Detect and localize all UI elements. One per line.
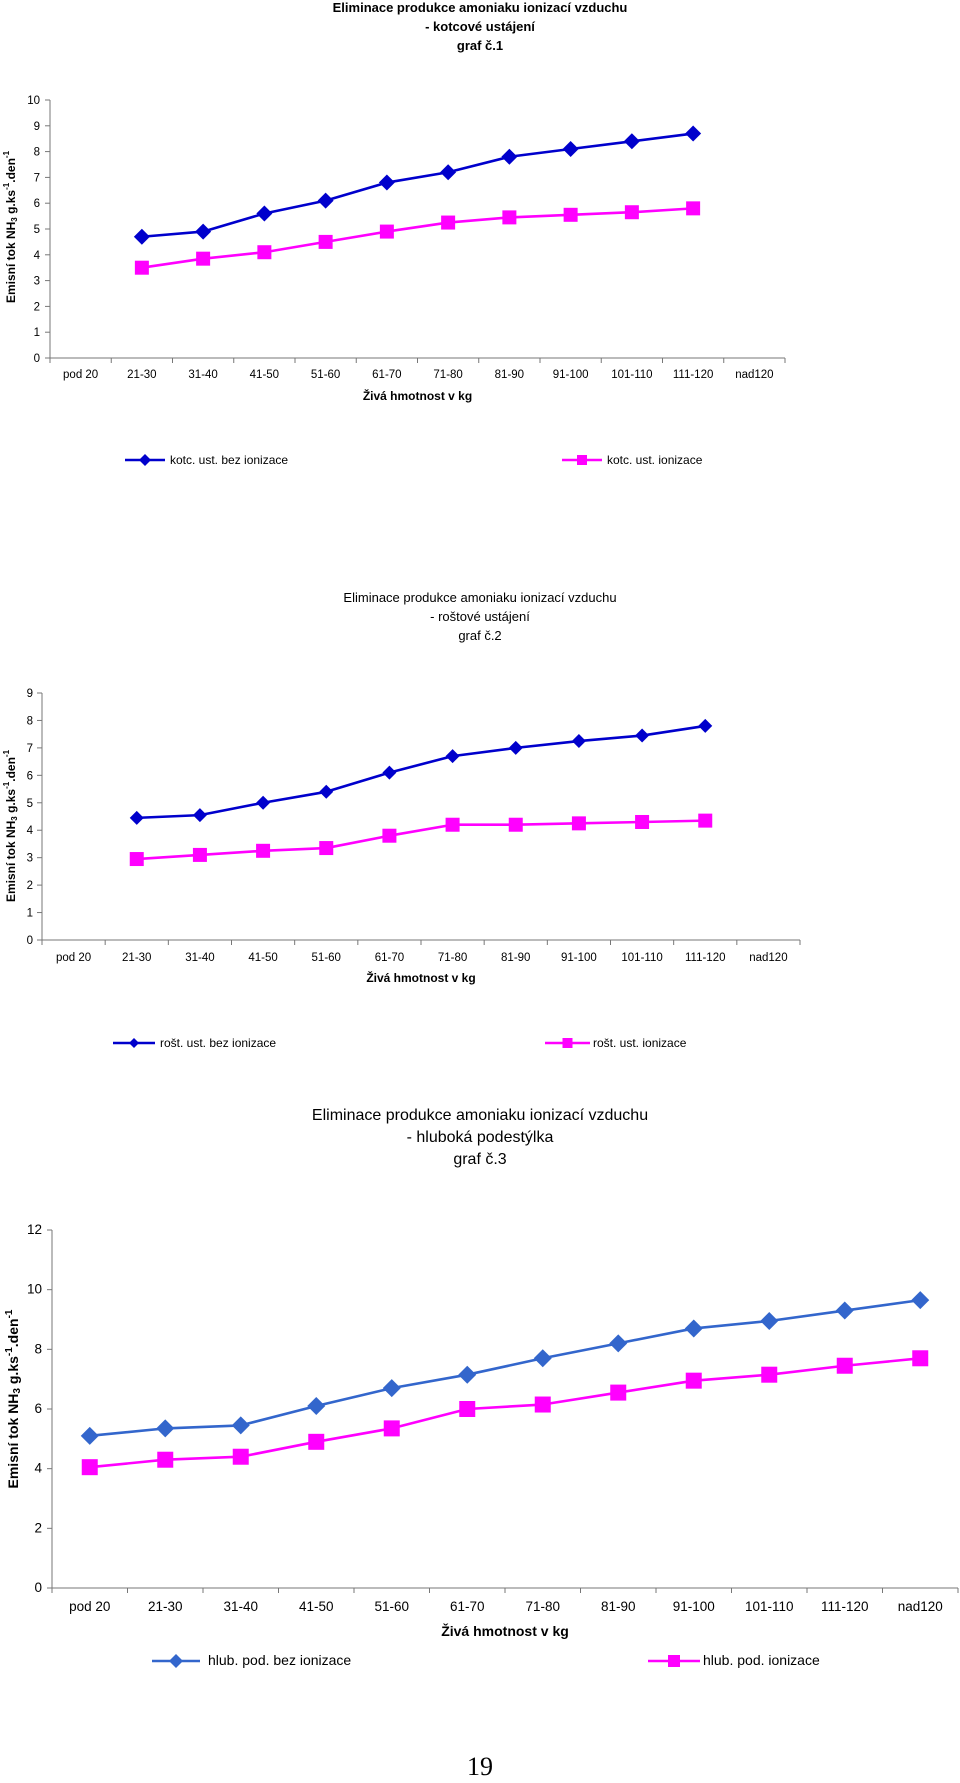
- chart-3-x-tick-label: 31-40: [223, 1599, 259, 1614]
- chart-2-x-tick-label: 101-110: [621, 952, 663, 964]
- y-title-part: .den: [4, 158, 19, 183]
- chart-1-legend-label: kotc. ust. ionizace: [607, 453, 703, 467]
- chart-3-x-tick-label: 41-50: [298, 1599, 334, 1614]
- chart-2-y-tick-label: 7: [26, 742, 33, 755]
- chart-3-y-tick-label: 12: [26, 1222, 42, 1237]
- chart-2-x-tick-label: 91-100: [561, 952, 597, 964]
- chart-3-series-1-point: [156, 1419, 174, 1437]
- chart-2-series-2-point: [256, 844, 270, 858]
- chart-1-legend-marker: [139, 454, 151, 466]
- chart-3-series-1: [81, 1291, 930, 1445]
- chart-1-series-1-point: [685, 126, 701, 142]
- chart-3-y-tick-label: 0: [34, 1580, 42, 1595]
- chart-3-series-1-point: [836, 1302, 854, 1320]
- chart-1-series-1-line: [142, 134, 693, 237]
- y-title-superscript: -1: [2, 150, 12, 159]
- y-title-subscript: 3: [11, 1388, 23, 1394]
- chart-2-series-1-point: [698, 719, 712, 733]
- chart-1-y-tick-label: 3: [33, 275, 40, 288]
- chart-3-series-2-point: [233, 1449, 249, 1465]
- chart-1-y-tick-label: 1: [33, 327, 40, 340]
- chart-1-x-tick-label: pod 20: [63, 369, 99, 381]
- chart-2-legend-marker: [563, 1038, 573, 1048]
- chart-1-x-tick-label: nad120: [735, 369, 774, 381]
- chart-1-x-tick-label: 71-80: [433, 369, 463, 381]
- chart-1-x-tick-label: 21-30: [127, 369, 157, 381]
- chart-3-title-line: graf č.3: [453, 1151, 507, 1168]
- chart-2-y-tick-label: 3: [26, 852, 33, 865]
- chart-1-series-2: [135, 201, 700, 274]
- chart-1-series-1-point: [195, 224, 211, 240]
- chart-1-series-2-line: [142, 208, 693, 267]
- chart-3-series-2: [82, 1350, 929, 1475]
- chart-1-x-axis-title: Živá hmotnost v kg: [362, 389, 473, 403]
- y-title-part: g.ks: [4, 788, 19, 817]
- chart-2-title-line: Eliminace produkce amoniaku ionizací vzduchu: [343, 590, 617, 605]
- chart-3-y-tick-label: 2: [34, 1520, 42, 1536]
- chart-2-x-tick-label: 51-60: [311, 952, 341, 964]
- page-number: 19: [467, 1752, 493, 1781]
- chart-3-title-line: - hluboká podestýlka: [406, 1129, 554, 1146]
- chart-3-title-line: Eliminace produkce amoniaku ionizací vzduchu: [311, 1107, 649, 1124]
- chart-1-x-tick-label: 111-120: [672, 369, 714, 381]
- chart-1-x-tick-label: 51-60: [310, 369, 341, 381]
- chart-2-series-2-point: [635, 815, 649, 829]
- chart-1-series-1-point: [440, 164, 456, 180]
- chart-3-x-tick-label: 111-120: [820, 1599, 869, 1614]
- y-title-subscript: 3: [10, 217, 20, 222]
- chart-1-legend-item-2: [562, 453, 703, 467]
- chart-3-series-2-point: [837, 1358, 853, 1374]
- y-title-part: .den: [4, 757, 19, 782]
- chart-2-series-1-point: [193, 808, 207, 822]
- chart-3-series-1-point: [685, 1319, 703, 1337]
- chart-2-series-1-point: [319, 785, 333, 799]
- chart-2-title-line: graf č.2: [458, 628, 502, 643]
- chart-3-series-1-point: [609, 1334, 627, 1352]
- chart-2-series-1-point: [446, 749, 460, 763]
- chart-3-legend-item-2: [648, 1652, 820, 1668]
- chart-2-y-tick-label: 4: [26, 825, 33, 838]
- chart-2-y-tick-label: 1: [26, 907, 33, 920]
- chart-1-series-2-point: [625, 205, 639, 219]
- chart-3-legend-marker: [169, 1654, 183, 1668]
- chart-1-series-2-point: [564, 208, 578, 222]
- y-title-superscript: -1: [2, 182, 12, 190]
- chart-3-y-tick-label: 8: [34, 1341, 42, 1357]
- chart-3-x-axis-title: Živá hmotnost v kg: [441, 1623, 569, 1639]
- y-title-part: Emisní tok NH: [4, 1393, 21, 1489]
- chart-1-series-1-point: [563, 141, 579, 157]
- chart-3-x-tick-label: 21-30: [147, 1599, 183, 1614]
- chart-1-series-2-point: [502, 210, 516, 224]
- chart-1-y-tick-label: 10: [27, 95, 40, 107]
- chart-1-y-axis-title: [2, 150, 19, 303]
- chart-2-series-1-point: [509, 741, 523, 755]
- chart-3-series-1-point: [534, 1349, 552, 1367]
- chart-2-x-tick-label: nad120: [749, 952, 788, 964]
- chart-3-x-tick-label: 71-80: [525, 1599, 561, 1614]
- chart-2-legend-marker: [129, 1038, 139, 1048]
- chart-3-x-tick-label: nad120: [897, 1599, 943, 1614]
- chart-3-series-1-point: [383, 1379, 401, 1397]
- chart-1-x-tick-label: 91-100: [552, 369, 589, 381]
- y-title-part: g.ks: [4, 189, 19, 218]
- chart-2-series-1-point: [256, 796, 270, 810]
- chart-3-series-2-point: [686, 1373, 702, 1389]
- chart-3-series-2-point: [308, 1434, 324, 1450]
- chart-1-svg: [0, 0, 960, 480]
- chart-3-x-tick-label: 81-90: [600, 1599, 636, 1614]
- chart-1-legend-label: kotc. ust. bez ionizace: [170, 453, 289, 467]
- chart-2-x-tick-label: 21-30: [122, 952, 152, 964]
- chart-2-series-2-point: [130, 852, 144, 866]
- chart-1-y-tick-label: 9: [33, 120, 40, 133]
- chart-1-series-2-point: [441, 216, 455, 230]
- chart-2-series-1-point: [130, 811, 144, 825]
- chart-1-series-2-point: [319, 235, 333, 249]
- chart-3-y-tick-label: 10: [26, 1281, 42, 1297]
- chart-2-x-tick-label: 81-90: [501, 952, 531, 964]
- chart-1-x-tick-label: 31-40: [188, 369, 218, 381]
- chart-3-y-axis-title: [4, 1309, 23, 1488]
- chart-2-x-tick-label: 71-80: [437, 952, 468, 964]
- chart-2-svg: [0, 590, 960, 1070]
- chart-2-y-tick-label: 2: [26, 880, 33, 893]
- chart-2-y-tick-label: 8: [26, 715, 33, 728]
- chart-1-series-1-point: [318, 193, 334, 209]
- chart-1-series-2-point: [196, 252, 210, 266]
- chart-3-series-1-point: [458, 1366, 476, 1384]
- chart-3-svg: [0, 1100, 960, 1700]
- chart-3-series-2-point: [459, 1401, 475, 1417]
- chart-2-series-2-point: [509, 818, 523, 832]
- y-title-superscript: -1: [2, 749, 12, 758]
- y-title-superscript: -1: [3, 1309, 15, 1319]
- chart-2-series-2-point: [698, 814, 712, 828]
- chart-1-y-tick-label: 8: [33, 146, 40, 159]
- y-title-part: Emisní tok NH: [4, 820, 19, 903]
- y-title-subscript: 3: [10, 816, 20, 821]
- chart-1-y-tick-label: 4: [33, 249, 40, 262]
- chart-1-x-tick-label: 41-50: [249, 369, 280, 381]
- chart-2-y-tick-label: 6: [26, 770, 33, 783]
- chart-3-series-1-point: [232, 1416, 250, 1434]
- chart-1-series-1-point: [501, 149, 517, 165]
- chart-2-series-2-point: [382, 829, 396, 843]
- chart-3-x-tick-label: 101-110: [744, 1599, 794, 1614]
- chart-2-series-2: [130, 814, 713, 866]
- chart-3-series-2-point: [157, 1452, 173, 1468]
- chart-3-legend-label: hlub. pod. ionizace: [703, 1652, 820, 1668]
- chart-1-series-2-point: [135, 261, 149, 275]
- chart-2-series-1-line: [137, 726, 706, 818]
- chart-3-y-tick-label: 4: [34, 1460, 42, 1476]
- chart-1-series-1-point: [256, 206, 272, 222]
- chart-2-series-1-point: [635, 729, 649, 743]
- chart-1-x-tick-label: 81-90: [494, 369, 525, 381]
- chart-1-title-line: Eliminace produkce amoniaku ionizací vzduchu: [332, 0, 628, 15]
- chart-1-x-tick-label: 61-70: [372, 369, 402, 381]
- chart-1-y-tick-label: 6: [33, 198, 40, 211]
- chart-3-x-tick-label: 91-100: [672, 1599, 715, 1614]
- chart-3-series-2-point: [82, 1459, 98, 1475]
- chart-3-series-2-point: [610, 1385, 626, 1401]
- chart-2-x-tick-label: 41-50: [248, 952, 278, 964]
- chart-2-series-1-point: [382, 766, 396, 780]
- chart-2-series-1-point: [572, 734, 586, 748]
- chart-3-series-2-point: [535, 1397, 551, 1413]
- chart-1-legend-marker: [577, 455, 587, 465]
- chart-3-x-tick-label: 61-70: [449, 1599, 485, 1614]
- chart-1-y-tick-label: 5: [33, 224, 40, 236]
- chart-1-title-line: graf č.1: [456, 38, 504, 53]
- chart-1-series-2-point: [257, 245, 271, 259]
- chart-1-y-tick-label: 7: [33, 172, 40, 185]
- chart-1-series-1-point: [624, 133, 640, 149]
- chart-1-y-tick-label: 2: [33, 301, 40, 314]
- chart-2-legend-label: rošt. ust. ionizace: [593, 1036, 687, 1050]
- chart-1-y-tick-label: 0: [33, 353, 40, 365]
- chart-3: [0, 1100, 960, 1700]
- chart-3-x-tick-label: 51-60: [374, 1599, 410, 1614]
- chart-2-x-tick-label: pod 20: [55, 952, 92, 964]
- chart-3-legend-item-1: [152, 1652, 351, 1668]
- chart-3-series-1-line: [90, 1300, 921, 1436]
- chart-2-series-2-line: [137, 821, 706, 859]
- chart-2-series-1: [130, 719, 713, 825]
- y-title-superscript: -1: [3, 1347, 15, 1357]
- chart-2-title-line: - roštové ustájení: [430, 609, 530, 624]
- chart-3-series-1-point: [911, 1291, 929, 1309]
- chart-2-series-2-point: [319, 841, 333, 855]
- chart-3-series-2-point: [912, 1350, 928, 1366]
- chart-1-x-tick-label: 101-110: [611, 369, 653, 381]
- chart-2-y-axis-title: [2, 749, 19, 902]
- chart-3-legend-marker: [668, 1655, 680, 1667]
- chart-3-legend-label: hlub. pod. bez ionizace: [208, 1652, 352, 1668]
- chart-2-y-tick-label: 0: [26, 935, 33, 947]
- chart-2-legend-label: rošt. ust. bez ionizace: [160, 1036, 277, 1050]
- chart-2-series-2-point: [193, 848, 207, 862]
- chart-2-series-2-point: [446, 818, 460, 832]
- chart-2-legend-item-1: [113, 1036, 276, 1050]
- chart-1-series-2-point: [686, 201, 700, 215]
- chart-2: [0, 590, 960, 1070]
- chart-2-series-2-point: [572, 816, 586, 830]
- chart-2-legend-item-2: [545, 1036, 687, 1050]
- chart-1: [0, 0, 960, 480]
- chart-2-y-tick-label: 9: [26, 688, 33, 700]
- y-title-part: Emisní tok NH: [4, 221, 19, 304]
- chart-3-series-2-point: [384, 1420, 400, 1436]
- chart-3-y-tick-label: 6: [34, 1401, 42, 1416]
- chart-1-series-2-point: [380, 225, 394, 239]
- chart-2-x-tick-label: 31-40: [185, 952, 215, 964]
- chart-1-series-1-point: [379, 175, 395, 191]
- chart-1-title-line: - kotcové ustájení: [425, 19, 535, 34]
- chart-3-series-1-point: [760, 1312, 778, 1330]
- chart-3-x-tick-label: pod 20: [69, 1599, 111, 1614]
- chart-3-series-1-point: [307, 1397, 325, 1415]
- y-title-part: .den: [4, 1318, 21, 1348]
- chart-3-series-2-line: [90, 1358, 921, 1467]
- chart-2-x-tick-label: 111-120: [685, 952, 726, 964]
- chart-1-legend-item-1: [125, 453, 288, 467]
- chart-2-y-tick-label: 5: [26, 797, 33, 810]
- y-title-part: g.ks: [4, 1356, 21, 1389]
- chart-2-x-tick-label: 61-70: [374, 952, 405, 964]
- chart-1-series-1-point: [134, 229, 150, 245]
- y-title-superscript: -1: [2, 781, 12, 789]
- chart-2-x-axis-title: Živá hmotnost v kg: [366, 971, 476, 985]
- chart-3-series-1-point: [81, 1427, 99, 1445]
- chart-3-series-2-point: [761, 1367, 777, 1383]
